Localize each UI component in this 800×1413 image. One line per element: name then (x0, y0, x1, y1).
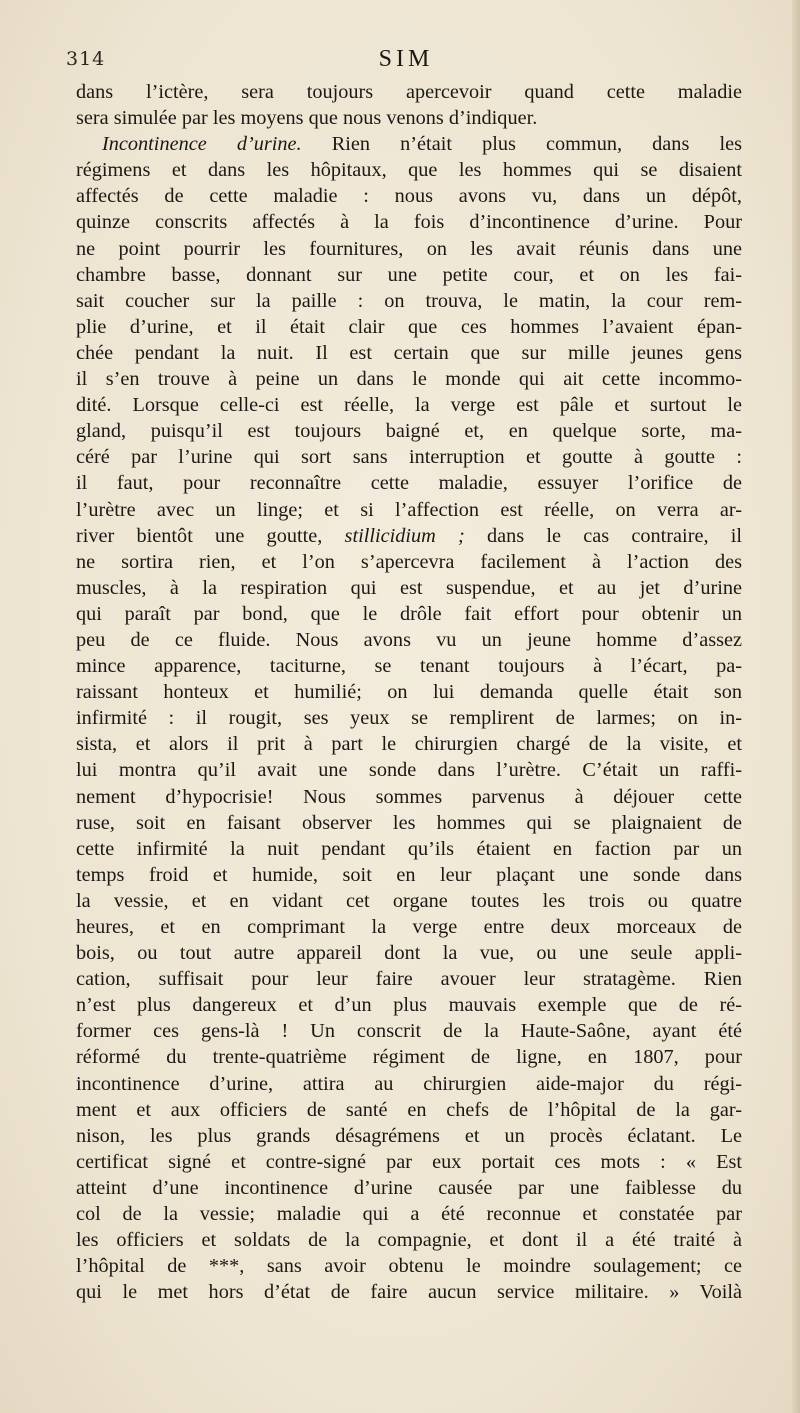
text-line (76, 836, 742, 862)
text-run: chambre basse, donnant sur une petite cour, et on les fai- (76, 263, 742, 286)
text-run: dité. Lorsque celle-ci est réelle, la verge est pâle et surtout le (76, 394, 742, 417)
italic-text: stillicidium ; (344, 524, 465, 547)
text-run: river bientôt une goutte, (76, 524, 345, 547)
text-line (76, 1071, 742, 1097)
text-run: nison, les plus grands désagrémens et un procès éclatant. Le (76, 1124, 742, 1147)
text-line (76, 1097, 742, 1123)
text-run: il s’en trouve à peine un dans le monde qui ait cette incommo- (76, 368, 742, 391)
text-line (76, 157, 742, 183)
page-number: 314 (66, 48, 106, 70)
text-run: bois, ou tout autre appareil dont la vue, ou une seule appli- (76, 942, 742, 965)
text-run: atteint d’une incontinence d’urine causée par une faiblesse du (76, 1176, 742, 1199)
text-run: régimens et dans les hôpitaux, que les hommes qui se disaient (76, 159, 742, 182)
text-line (76, 340, 742, 366)
text-line (76, 992, 742, 1018)
text-line (76, 392, 742, 418)
text-line (76, 575, 742, 601)
text-line (76, 1253, 742, 1279)
running-head: SIM (378, 46, 434, 72)
text-run: dans l’ictère, sera toujours apercevoir quand cette maladie (76, 81, 742, 103)
italic-text: Incontinence d’urine. (102, 133, 302, 156)
text-run: muscles, à la respiration qui est suspendue, et au jet d’urine (76, 576, 742, 599)
text-line (76, 314, 742, 340)
text-run: incontinence d’urine, attira au chirurgien aide-major du régi- (76, 1072, 742, 1095)
text-run: qui paraît par bond, que le drôle fait effort pour obtenir un (76, 602, 742, 625)
text-line (76, 366, 742, 392)
text-run: infirmité : il rougit, ses yeux se remplirent de larmes; on in- (76, 707, 742, 730)
text-line (76, 523, 742, 549)
text-run: affectés de cette maladie : nous avons vu, dans un dépôt, (76, 185, 742, 208)
text-run: quinze conscrits affectés à la fois d’incontinence d’urine. Pour (76, 211, 742, 234)
text-run: cette infirmité la nuit pendant qu’ils étaient en faction par un (76, 837, 742, 860)
text-run: les officiers et soldats de la compagnie, et dont il a été traité à (76, 1229, 742, 1252)
text-line (76, 784, 742, 810)
text-line (76, 940, 742, 966)
text-line (76, 888, 742, 914)
text-run: qui le met hors d’état de faire aucun service militaire. » Voilà (76, 1281, 742, 1304)
text-line (76, 1018, 742, 1044)
text-line (76, 757, 742, 783)
text-line (76, 914, 742, 940)
text-line (76, 601, 742, 627)
page-edge-shadow (792, 0, 800, 1413)
text-run: heures, et en comprimant la verge entre deux morceaux de (76, 916, 742, 938)
text-line (76, 627, 742, 653)
text-run: gland, puisqu’il est toujours baigné et, en quelque sorte, ma- (76, 420, 742, 443)
text-line (76, 1175, 742, 1201)
text-run: plie d’urine, et il était clair que ces hommes l’avaient épan- (76, 315, 742, 338)
text-run: raissant honteux et humilié; on lui demanda quelle était son (76, 681, 742, 704)
text-line (76, 1279, 742, 1305)
text-line (76, 731, 742, 757)
text-line (76, 679, 742, 705)
text-run: temps froid et humide, soit en leur plaçant une sonde dans (76, 863, 742, 886)
text-line (76, 1201, 742, 1227)
text-run: céré par l’urine qui sort sans interruption et goutte à goutte : (76, 446, 742, 469)
text-line (76, 183, 742, 209)
text-run: ruse, soit en faisant observer les hommes qui se plaignaient de (76, 811, 742, 834)
text-line (76, 79, 742, 105)
text-run: Rien n’était plus commun, dans les (301, 133, 742, 156)
text-run: sait coucher sur la paille : on trouva, le matin, la cour rem- (76, 289, 742, 312)
text-run: ment et aux officiers de santé en chefs de l’hôpital de la gar- (76, 1098, 742, 1121)
text-run: chée pendant la nuit. Il est certain que sur mille jeunes gens (76, 341, 742, 364)
text-run: réformé du trente-quatrième régiment de ligne, en 1807, pour (76, 1046, 742, 1069)
text-line (76, 418, 742, 444)
text-run: col de la vessie; maladie qui a été reconnue et constatée par (76, 1203, 742, 1226)
text-run: sera simulée par les moyens que nous venons d’indiquer. (76, 107, 538, 130)
text-line (76, 236, 742, 262)
text-line (76, 549, 742, 575)
text-run: dans le cas contraire, il (464, 524, 743, 547)
page-header (66, 46, 746, 78)
text-run: nement d’hypocrisie! Nous sommes parvenus à déjouer cette (76, 785, 742, 808)
text-run: certificat signé et contre-signé par eux portait ces mots : « Est (76, 1150, 742, 1173)
text-line (76, 105, 742, 131)
text-line (76, 209, 742, 235)
text-run: peu de ce fluide. Nous avons vu un jeune homme d’assez (76, 628, 742, 651)
text-run: lui montra qu’il avait une sonde dans l’urètre. C’était un raffi- (76, 759, 742, 782)
text-line (76, 1149, 742, 1175)
text-line (76, 288, 742, 314)
text-run: n’est plus dangereux et d’un plus mauvais exemple que de ré- (76, 994, 742, 1017)
text-line (76, 497, 742, 523)
text-line (76, 1044, 742, 1070)
text-run: la vessie, et en vidant cet organe toutes les trois ou quatre (76, 889, 742, 912)
text-line (76, 131, 742, 157)
text-run: ne point pourrir les fournitures, on les avait réunis dans une (76, 237, 742, 260)
text-line (76, 653, 742, 679)
text-run: l’urètre avec un linge; et si l’affection est réelle, on verra ar- (76, 498, 742, 521)
text-line (76, 966, 742, 992)
text-run: former ces gens-là ! Un conscrit de la Haute-Saône, ayant été (76, 1020, 742, 1043)
text-run: mince apparence, taciturne, se tenant toujours à l’écart, pa- (76, 655, 742, 678)
text-run: ne sortira rien, et l’on s’apercevra facilement à l’action des (76, 550, 742, 573)
text-line (76, 1227, 742, 1253)
text-run: sista, et alors il prit à part le chirurgien chargé de la visite, et (76, 733, 742, 756)
text-run: cation, suffisait pour leur faire avouer leur stratagème. Rien (76, 968, 742, 991)
text-run: il faut, pour reconnaître cette maladie, essuyer l’orifice de (76, 472, 742, 495)
text-line (76, 862, 742, 888)
text-line (76, 444, 742, 470)
text-line (76, 262, 742, 288)
text-run: l’hôpital de ***, sans avoir obtenu le moindre soulagement; ce (76, 1255, 742, 1278)
text-line (76, 810, 742, 836)
body-text (76, 79, 742, 1305)
text-line (76, 705, 742, 731)
text-line (76, 470, 742, 496)
text-line (76, 1123, 742, 1149)
